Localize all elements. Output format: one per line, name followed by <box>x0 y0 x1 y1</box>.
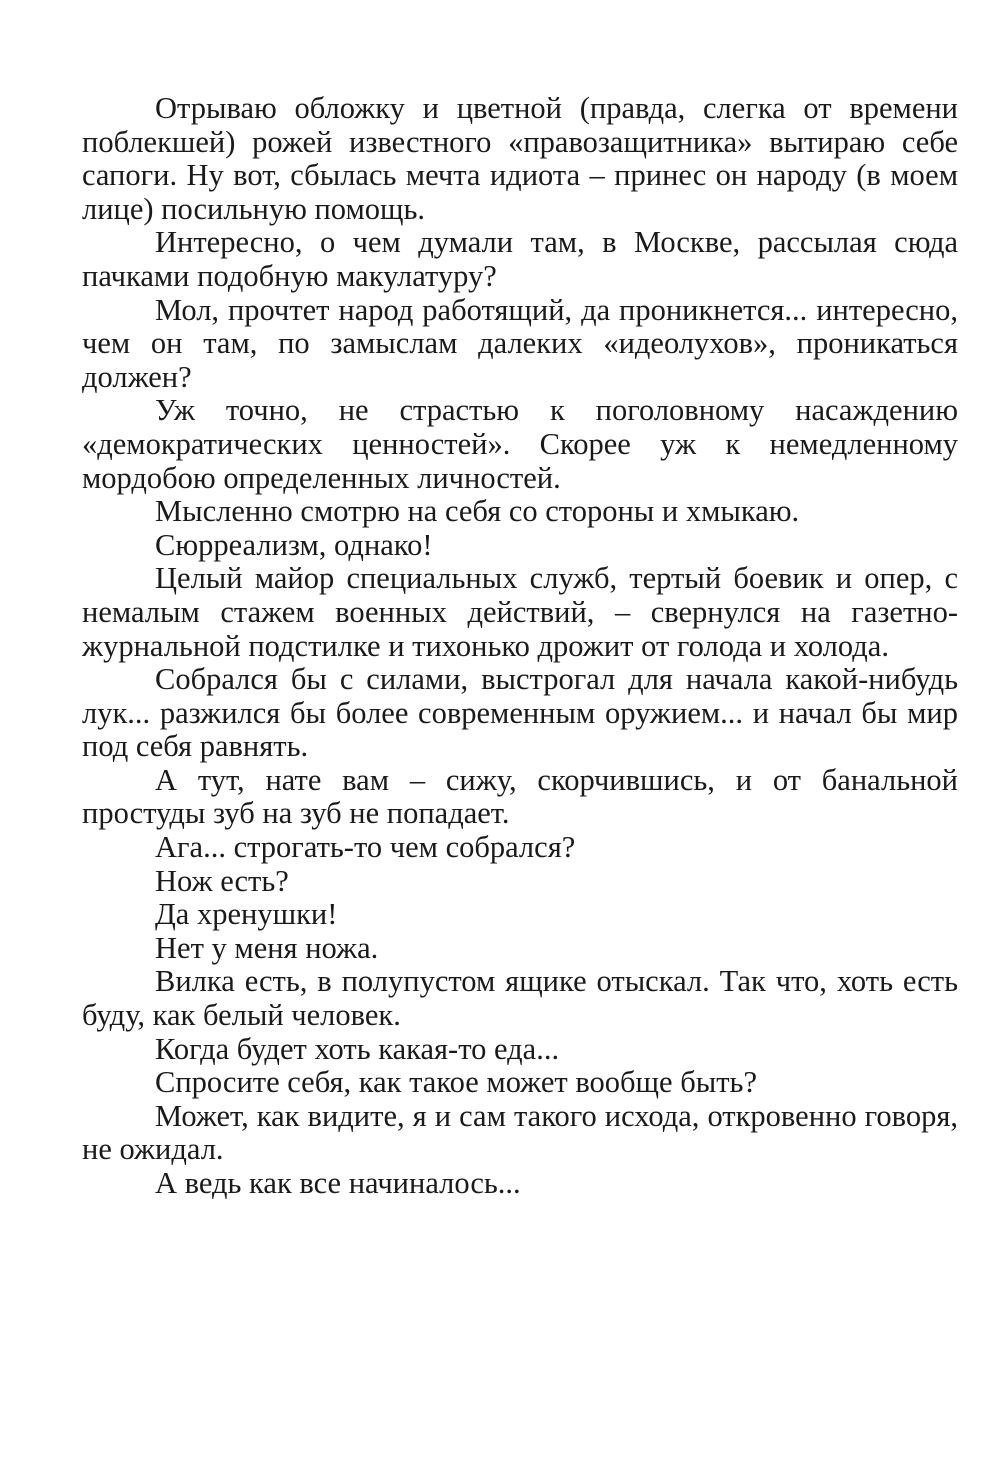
paragraph: Отрываю обложку и цветной (правда, слегка от времени поблекшей) рожей известного «правозащитника» вытираю себе сапоги. Ну вот, сбылась мечта идиота – принес он народу (в моем лице) посильную помощь. <box>82 91 958 226</box>
paragraph: Может, как видите, я и сам такого исхода, откровенно говоря, не ожидал. <box>82 1098 958 1167</box>
paragraph: Мысленно смотрю на себя со стороны и хмыкаю. <box>155 494 800 529</box>
paragraph: Интересно, о чем думали там, в Москве, рассылая сюда пачками подобную макулатуру? <box>82 225 958 293</box>
paragraph: Сюрреализм, однако! <box>155 527 433 562</box>
paragraph: Спросите себя, как такое может вообще быть? <box>155 1065 757 1100</box>
paragraph: Нет у меня ножа. <box>155 930 379 965</box>
paragraph: Уж точно, не страстью к поголовному насаждению «демократических ценностей». Скорее уж к немедленному мордобою определенных личностей. <box>82 393 958 495</box>
paragraph: Да хренушки! <box>155 897 338 932</box>
body-text <box>82 92 958 1201</box>
paragraph: А тут, нате вам – сижу, скорчившись, и от банальной простуды зуб на зуб не попадает. <box>82 762 958 831</box>
paragraph: Мол, прочтет народ работящий, да проникнется... интересно, чем он там, по замыслам далеких «идеолухов», проникаться должен? <box>82 292 958 394</box>
paragraph: Когда будет хоть какая-то еда... <box>155 1031 560 1066</box>
paragraph: Собрался бы с силами, выстрогал для начала какой-нибудь лук... разжился бы более современным оружием... и начал бы мир под себя равнять. <box>82 662 958 764</box>
paragraph: Вилка есть, в полупустом ящике отыскал. Так что, хоть есть буду, как белый человек. <box>82 964 958 1033</box>
paragraph: Ага... строгать-то чем собрался? <box>155 830 576 865</box>
paragraph: Целый майор специальных служб, тертый боевик и опер, с немалым стажем военных действий, – свернулся на газетно-журнальной подстилке и тихонько дрожит от голода и холода. <box>82 561 958 663</box>
paragraph: Нож есть? <box>155 863 289 898</box>
paragraph: А ведь как все начиналось... <box>155 1166 521 1200</box>
